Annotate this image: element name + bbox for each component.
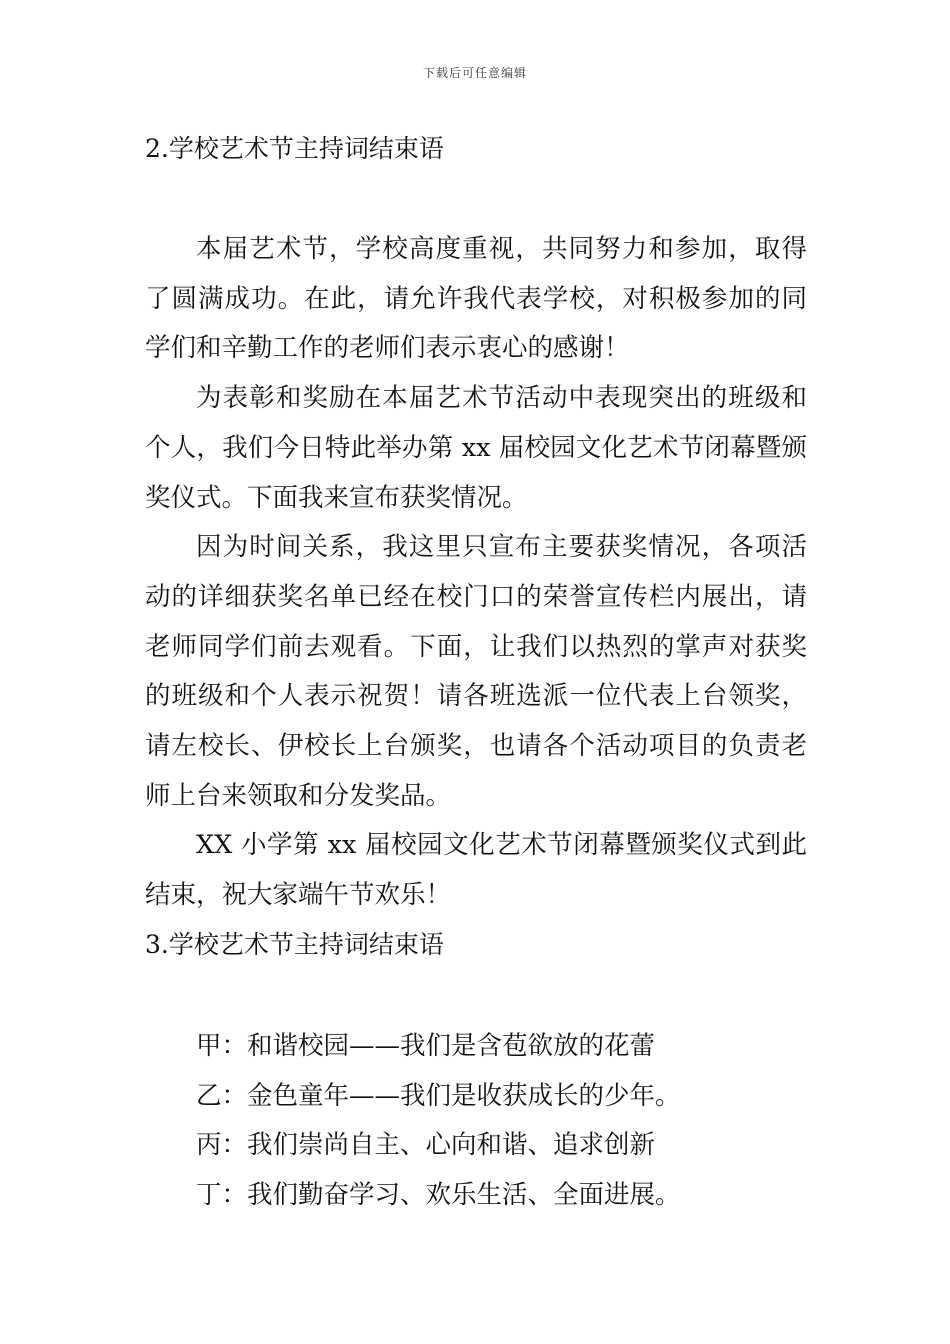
paragraph: XX 小学第 xx 届校园文化艺术节闭幕暨颁奖仪式到此结束，祝大家端午节欢乐！: [145, 830, 807, 911]
dialog-line-bing: 丙：我们崇尚自主、心向和谐、追求创新: [196, 1130, 656, 1161]
dialog-line-yi: 乙：金色童年——我们是收获成长的少年。: [196, 1080, 681, 1111]
paragraph: 为表彰和奖励在本届艺术节活动中表现突出的班级和个人，我们今日特此举办第 xx 届校园文化艺术节闭幕暨颁奖仪式。下面我来宣布获奖情况。: [145, 383, 807, 513]
paragraph: 本届艺术节，学校高度重视，共同努力和参加，取得了圆满成功。在此，请允许我代表学校，对积极参加的同学们和辛勤工作的老师们表示衷心的感谢！: [145, 234, 807, 364]
section-3-dialog: [196, 1022, 681, 1221]
section-3-title: 3.学校艺术节主持词结束语: [145, 930, 444, 959]
section-2-body: [145, 225, 807, 921]
dialog-line-ding: 丁：我们勤奋学习、欢乐生活、全面进展。: [196, 1180, 681, 1211]
header-note: 下载后可任意编辑: [422, 66, 527, 80]
section-2-title: 2.学校艺术节主持词结束语: [145, 134, 444, 163]
paragraph: 因为时间关系，我这里只宣布主要获奖情况，各项活动的详细获奖名单已经在校门口的荣誉宣传栏内展出，请老师同学们前去观看。下面，让我们以热烈的掌声对获奖的班级和个人表示祝贺！请各班选派一位代表上台领奖，请左校长、伊校长上台颁奖，也请各个活动项目的负责老师上台来领取和分发奖品。: [145, 532, 807, 811]
dialog-line-jia: 甲：和谐校园——我们是含苞欲放的花蕾: [196, 1031, 656, 1061]
